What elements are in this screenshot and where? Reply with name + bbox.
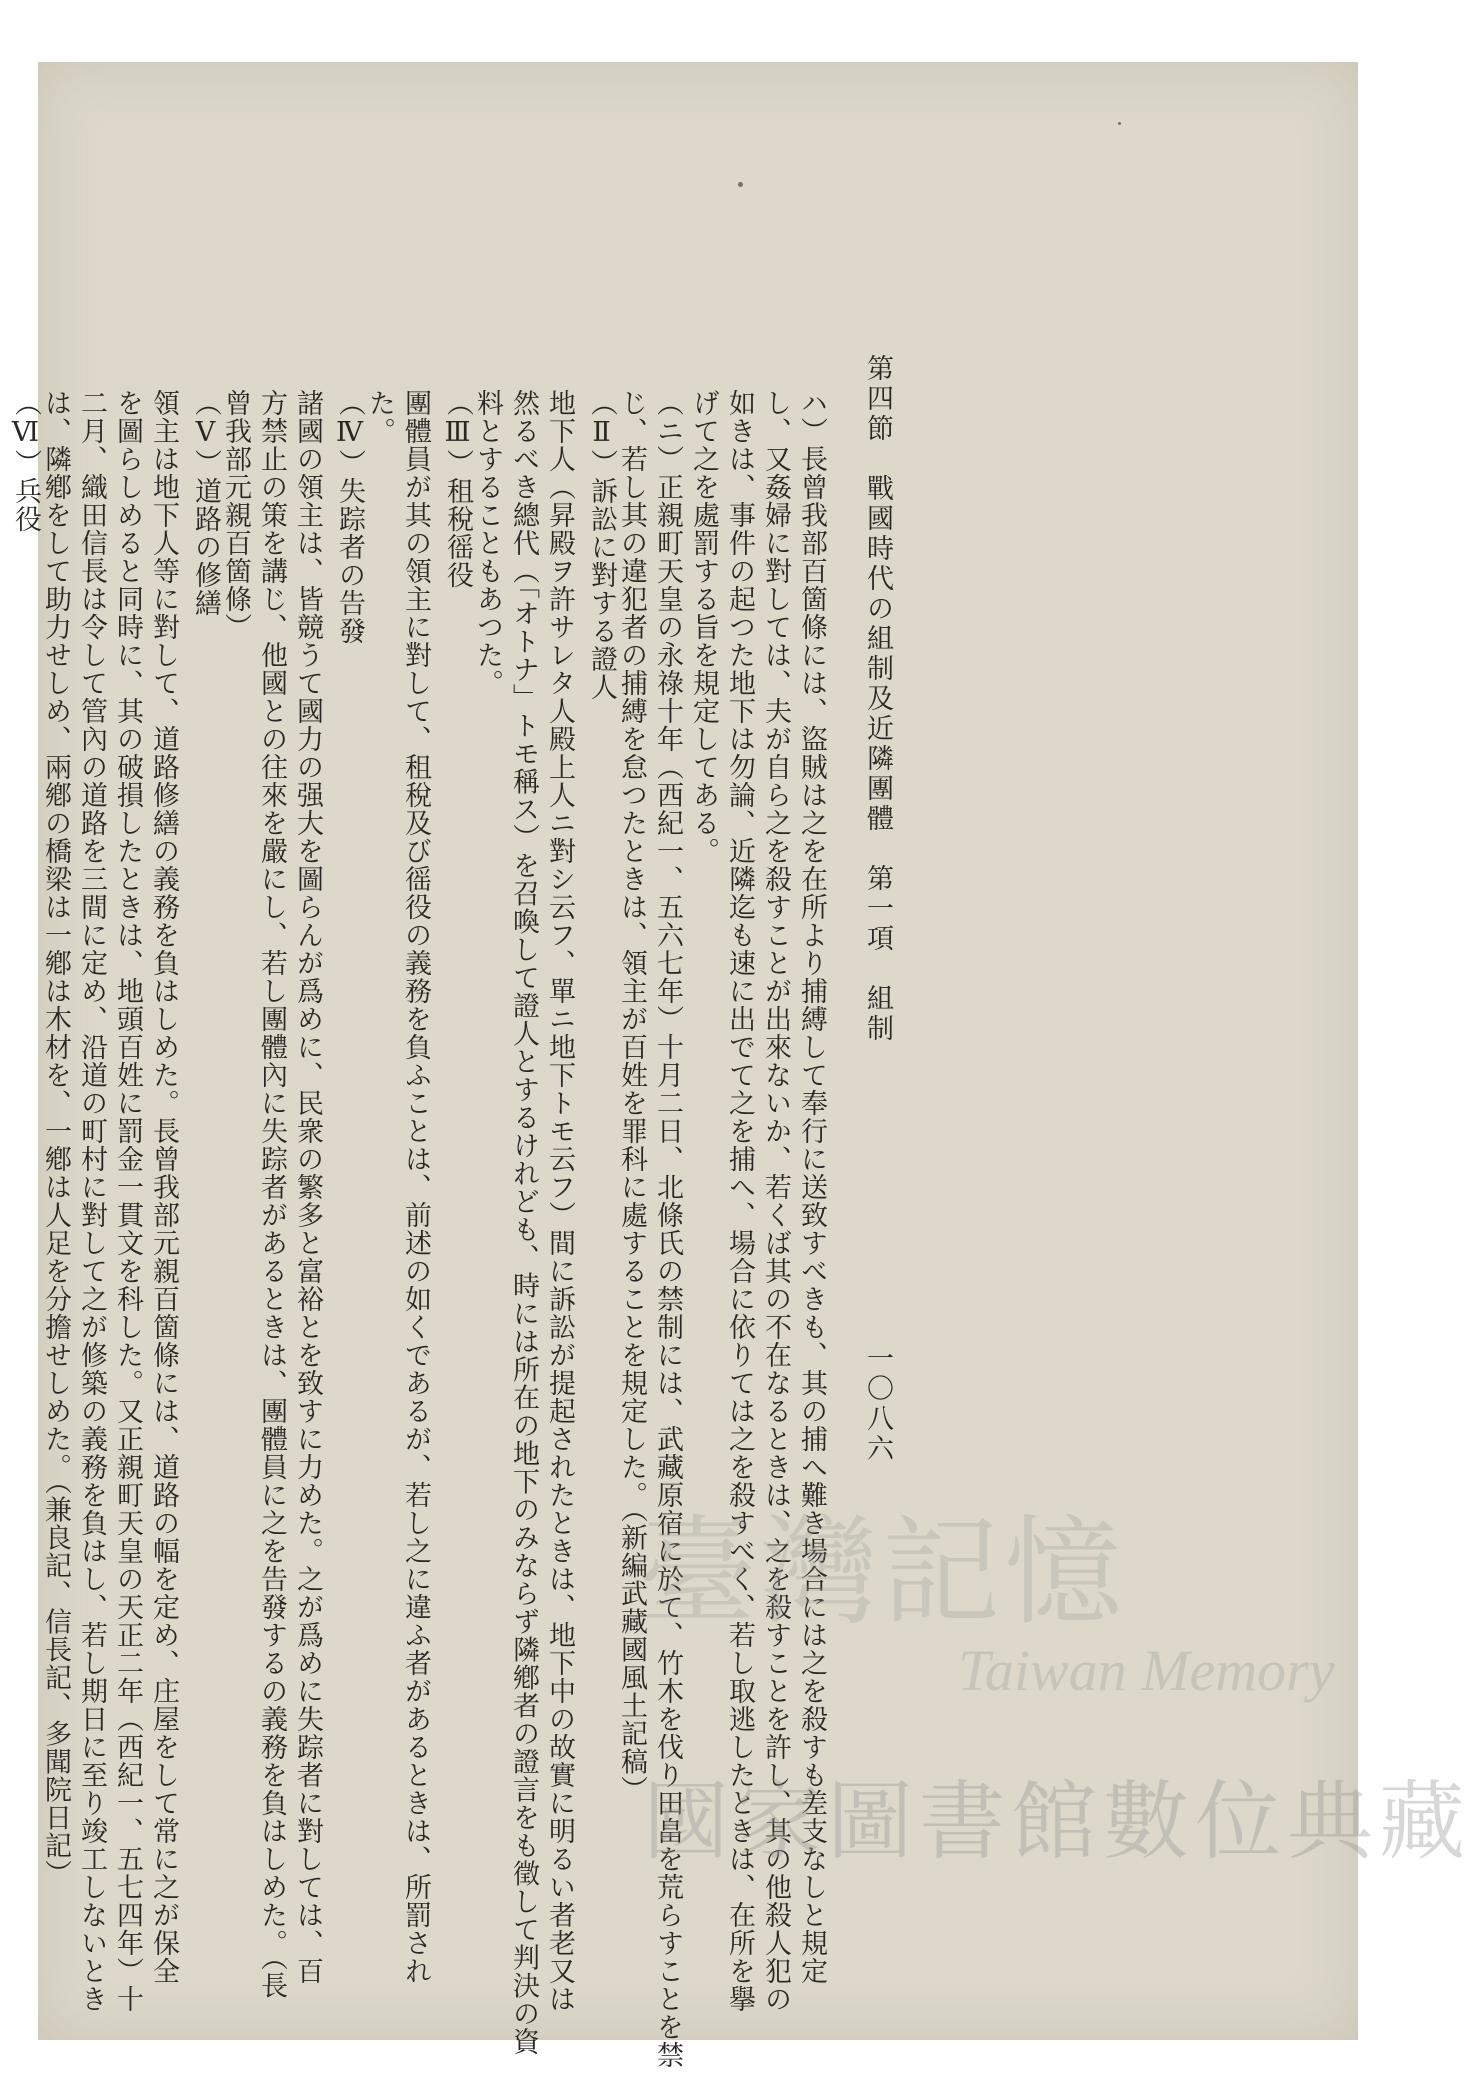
text-column: 料とすることもあつた。 bbox=[472, 389, 503, 697]
text-column: し、又姦婦に對しては、夫が自ら之を殺すことが出來ないか、若くば其の不在なるときは、之を殺すことを許し、其の他殺人犯の bbox=[760, 389, 791, 2013]
text-column: 二月、織田信長は令して管內の道路を三間に定め、沿道の町村に對して之が修築の義務を負はし、若し期日に至り竣工しないとき bbox=[76, 389, 107, 2013]
watermark-logo: 臺灣記憶 bbox=[638, 1503, 1127, 1641]
running-header: 第四節 戰國時代の組制及近隣團體 第一項 組制 bbox=[862, 354, 893, 1044]
text-column: 曾我部元親百箇條） bbox=[220, 389, 251, 641]
text-column: は、隣鄕をして助力せしめ、兩鄕の橋梁は一鄕は木材を、一鄕は人足を分擔せしめた。（兼良記、信長記、多聞院日記） bbox=[40, 389, 71, 1888]
subsection-heading: （Ⅳ）失踪者の告發 bbox=[334, 389, 365, 645]
paper-speck bbox=[1118, 122, 1121, 125]
text-column: 方禁止の策を講じ、他國との往來を嚴にし、若し團體內に失踪者があるときは、團體員に之を告發するの義務を負はしめた。（長 bbox=[256, 389, 287, 2000]
text-column: を圖らしめると同時に、其の破損したときは、地頭百姓に罰金一貫文を科した。又正親町天皇の天正二年（西紀一、五七四年）十 bbox=[112, 389, 143, 2013]
text-column: 地下人（昇殿ヲ許サレタ人殿上人ニ對シ云フ、單ニ地下トモ云フ）間に訴訟が提起されたときは、地下中の故實に明るい者老又は bbox=[544, 389, 575, 2013]
page-number: 一〇八六 bbox=[862, 1344, 893, 1464]
text-column: 團體員が其の領主に對して、租稅及び徭役の義務を負ふことは、前述の如くであるが、若し之に違ふ者があるときは、所罰され bbox=[400, 389, 431, 1985]
subsection-heading: （Ⅲ）租稅徭役 bbox=[442, 389, 473, 589]
watermark-english: Taiwan Memory bbox=[958, 1638, 1335, 1703]
paper-speck bbox=[738, 182, 743, 187]
subsection-heading: （Ⅱ）訴訟に對する證人 bbox=[586, 389, 617, 701]
text-column: ハ）長曾我部百箇條には、盜賊は之を在所より捕縛して奉行に送致すべきも、其の捕へ難き場合には之を殺すも差支なしと規定 bbox=[796, 389, 827, 1985]
text-column: 如きは、事件の起つた地下は勿論、近隣迄も速に出でて之を捕へ、場合に依りては之を殺すべく、若し取逃したときは、在所を擧 bbox=[724, 389, 755, 2013]
text-column: げて之を處罰する旨を規定してある。 bbox=[688, 389, 719, 865]
text-column: 諸國の領主は、皆競うて國力の强大を圖らんが爲めに、民衆の繁多と富裕とを致すに力めた。之が爲めに失踪者に對しては、百 bbox=[292, 389, 323, 1985]
subsection-heading: （Ⅴ）道路の修繕 bbox=[190, 389, 221, 617]
book-page bbox=[10, 62, 1471, 2069]
text-column: じ、若し其の違犯者の捕縛を怠つたときは、領主が百姓を罪科に處することを規定した。（新編武藏國風土記稿） bbox=[616, 389, 647, 1804]
text-column: 領主は地下人等に對して、道路修繕の義務を負はしめた。長曾我部元親百箇條には、道路の幅を定め、庄屋をして常に之が保全 bbox=[148, 389, 179, 1985]
text-column: （ニ）正親町天皇の永祿十年（西紀一、五六七年）十月二日、北條氏の禁制には、武藏原宿に於て、竹木を伐り田畠を荒らすことを禁 bbox=[652, 389, 683, 2069]
watermark-chinese: 國家圖書館數位典藏 bbox=[643, 1772, 1471, 1872]
text-column: た。 bbox=[364, 389, 395, 445]
subsection-heading: （Ⅵ）兵役 bbox=[10, 389, 41, 533]
text-column: 然るべき總代（「オトナ」トモ稱ス）を召喚して證人とするけれども、時には所在の地下のみならず隣鄕者の證言をも徵して判決の資 bbox=[508, 389, 539, 2056]
